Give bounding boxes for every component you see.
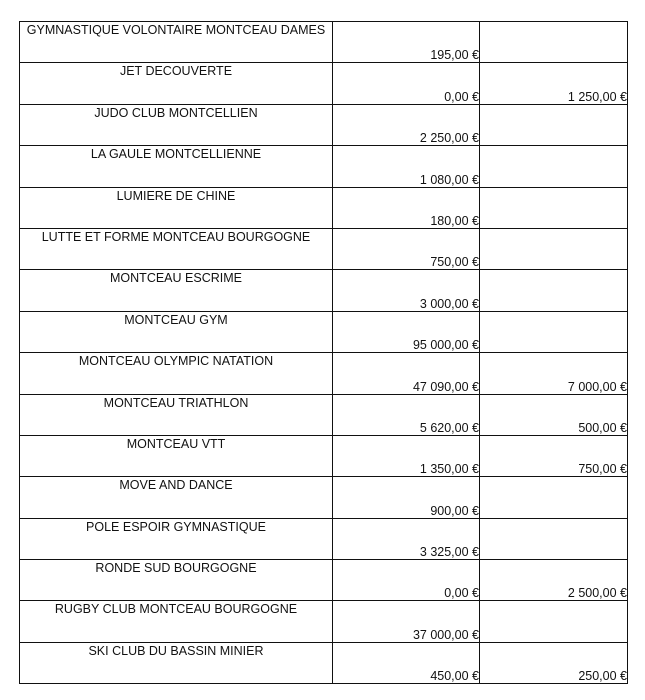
association-name-cell: MONTCEAU ESCRIME bbox=[20, 270, 333, 311]
amount-cell-secondary: 750,00 € bbox=[480, 435, 628, 476]
table-row bbox=[20, 63, 628, 104]
association-name-cell: MONTCEAU GYM bbox=[20, 311, 333, 352]
amount-cell-primary: 2 250,00 € bbox=[333, 104, 480, 145]
table-row bbox=[20, 187, 628, 228]
association-name-cell: MONTCEAU VTT bbox=[20, 435, 333, 476]
association-name-cell: RUGBY CLUB MONTCEAU BOURGOGNE bbox=[20, 601, 333, 642]
association-name-cell: MONTCEAU TRIATHLON bbox=[20, 394, 333, 435]
association-name-cell: LUTTE ET FORME MONTCEAU BOURGOGNE bbox=[20, 228, 333, 269]
amount-cell-primary: 750,00 € bbox=[333, 228, 480, 269]
table-row bbox=[20, 642, 628, 683]
amount-cell-secondary bbox=[480, 228, 628, 269]
amount-cell-secondary bbox=[480, 311, 628, 352]
table-row bbox=[20, 311, 628, 352]
amount-cell-secondary bbox=[480, 146, 628, 187]
amount-cell-secondary bbox=[480, 518, 628, 559]
amount-cell-primary: 95 000,00 € bbox=[333, 311, 480, 352]
amount-cell-secondary: 500,00 € bbox=[480, 394, 628, 435]
table-row bbox=[20, 477, 628, 518]
association-name-cell: GYMNASTIQUE VOLONTAIRE MONTCEAU DAMES bbox=[20, 22, 333, 63]
amount-cell-primary: 195,00 € bbox=[333, 22, 480, 63]
amount-cell-secondary: 7 000,00 € bbox=[480, 353, 628, 394]
association-name-cell: MONTCEAU OLYMPIC NATATION bbox=[20, 353, 333, 394]
amount-cell-primary: 450,00 € bbox=[333, 642, 480, 683]
amount-cell-primary: 5 620,00 € bbox=[333, 394, 480, 435]
amount-cell-secondary bbox=[480, 477, 628, 518]
table-row bbox=[20, 228, 628, 269]
amount-cell-primary: 3 325,00 € bbox=[333, 518, 480, 559]
association-name-cell: JET DECOUVERTE bbox=[20, 63, 333, 104]
table-row bbox=[20, 601, 628, 642]
table-row bbox=[20, 394, 628, 435]
amount-cell-secondary bbox=[480, 187, 628, 228]
table-row bbox=[20, 353, 628, 394]
table-row bbox=[20, 518, 628, 559]
table-row bbox=[20, 22, 628, 63]
amount-cell-primary: 37 000,00 € bbox=[333, 601, 480, 642]
amount-cell-primary: 1 080,00 € bbox=[333, 146, 480, 187]
table-row bbox=[20, 270, 628, 311]
amount-cell-primary: 1 350,00 € bbox=[333, 435, 480, 476]
table-row bbox=[20, 435, 628, 476]
amount-cell-secondary: 250,00 € bbox=[480, 642, 628, 683]
table-row bbox=[20, 146, 628, 187]
amount-cell-secondary bbox=[480, 22, 628, 63]
table-row bbox=[20, 560, 628, 601]
amount-cell-primary: 3 000,00 € bbox=[333, 270, 480, 311]
association-name-cell: RONDE SUD BOURGOGNE bbox=[20, 560, 333, 601]
amount-cell-primary: 900,00 € bbox=[333, 477, 480, 518]
amount-cell-secondary: 1 250,00 € bbox=[480, 63, 628, 104]
amount-cell-primary: 0,00 € bbox=[333, 63, 480, 104]
grants-table-body bbox=[20, 22, 628, 684]
amount-cell-primary: 180,00 € bbox=[333, 187, 480, 228]
association-name-cell: POLE ESPOIR GYMNASTIQUE bbox=[20, 518, 333, 559]
amount-cell-primary: 0,00 € bbox=[333, 560, 480, 601]
association-name-cell: MOVE AND DANCE bbox=[20, 477, 333, 518]
amount-cell-secondary: 2 500,00 € bbox=[480, 560, 628, 601]
amount-cell-secondary bbox=[480, 601, 628, 642]
amount-cell-secondary bbox=[480, 270, 628, 311]
association-name-cell: JUDO CLUB MONTCELLIEN bbox=[20, 104, 333, 145]
grants-table bbox=[19, 21, 628, 684]
association-name-cell: SKI CLUB DU BASSIN MINIER bbox=[20, 642, 333, 683]
amount-cell-secondary bbox=[480, 104, 628, 145]
table-row bbox=[20, 104, 628, 145]
association-name-cell: LA GAULE MONTCELLIENNE bbox=[20, 146, 333, 187]
association-name-cell: LUMIERE DE CHINE bbox=[20, 187, 333, 228]
amount-cell-primary: 47 090,00 € bbox=[333, 353, 480, 394]
